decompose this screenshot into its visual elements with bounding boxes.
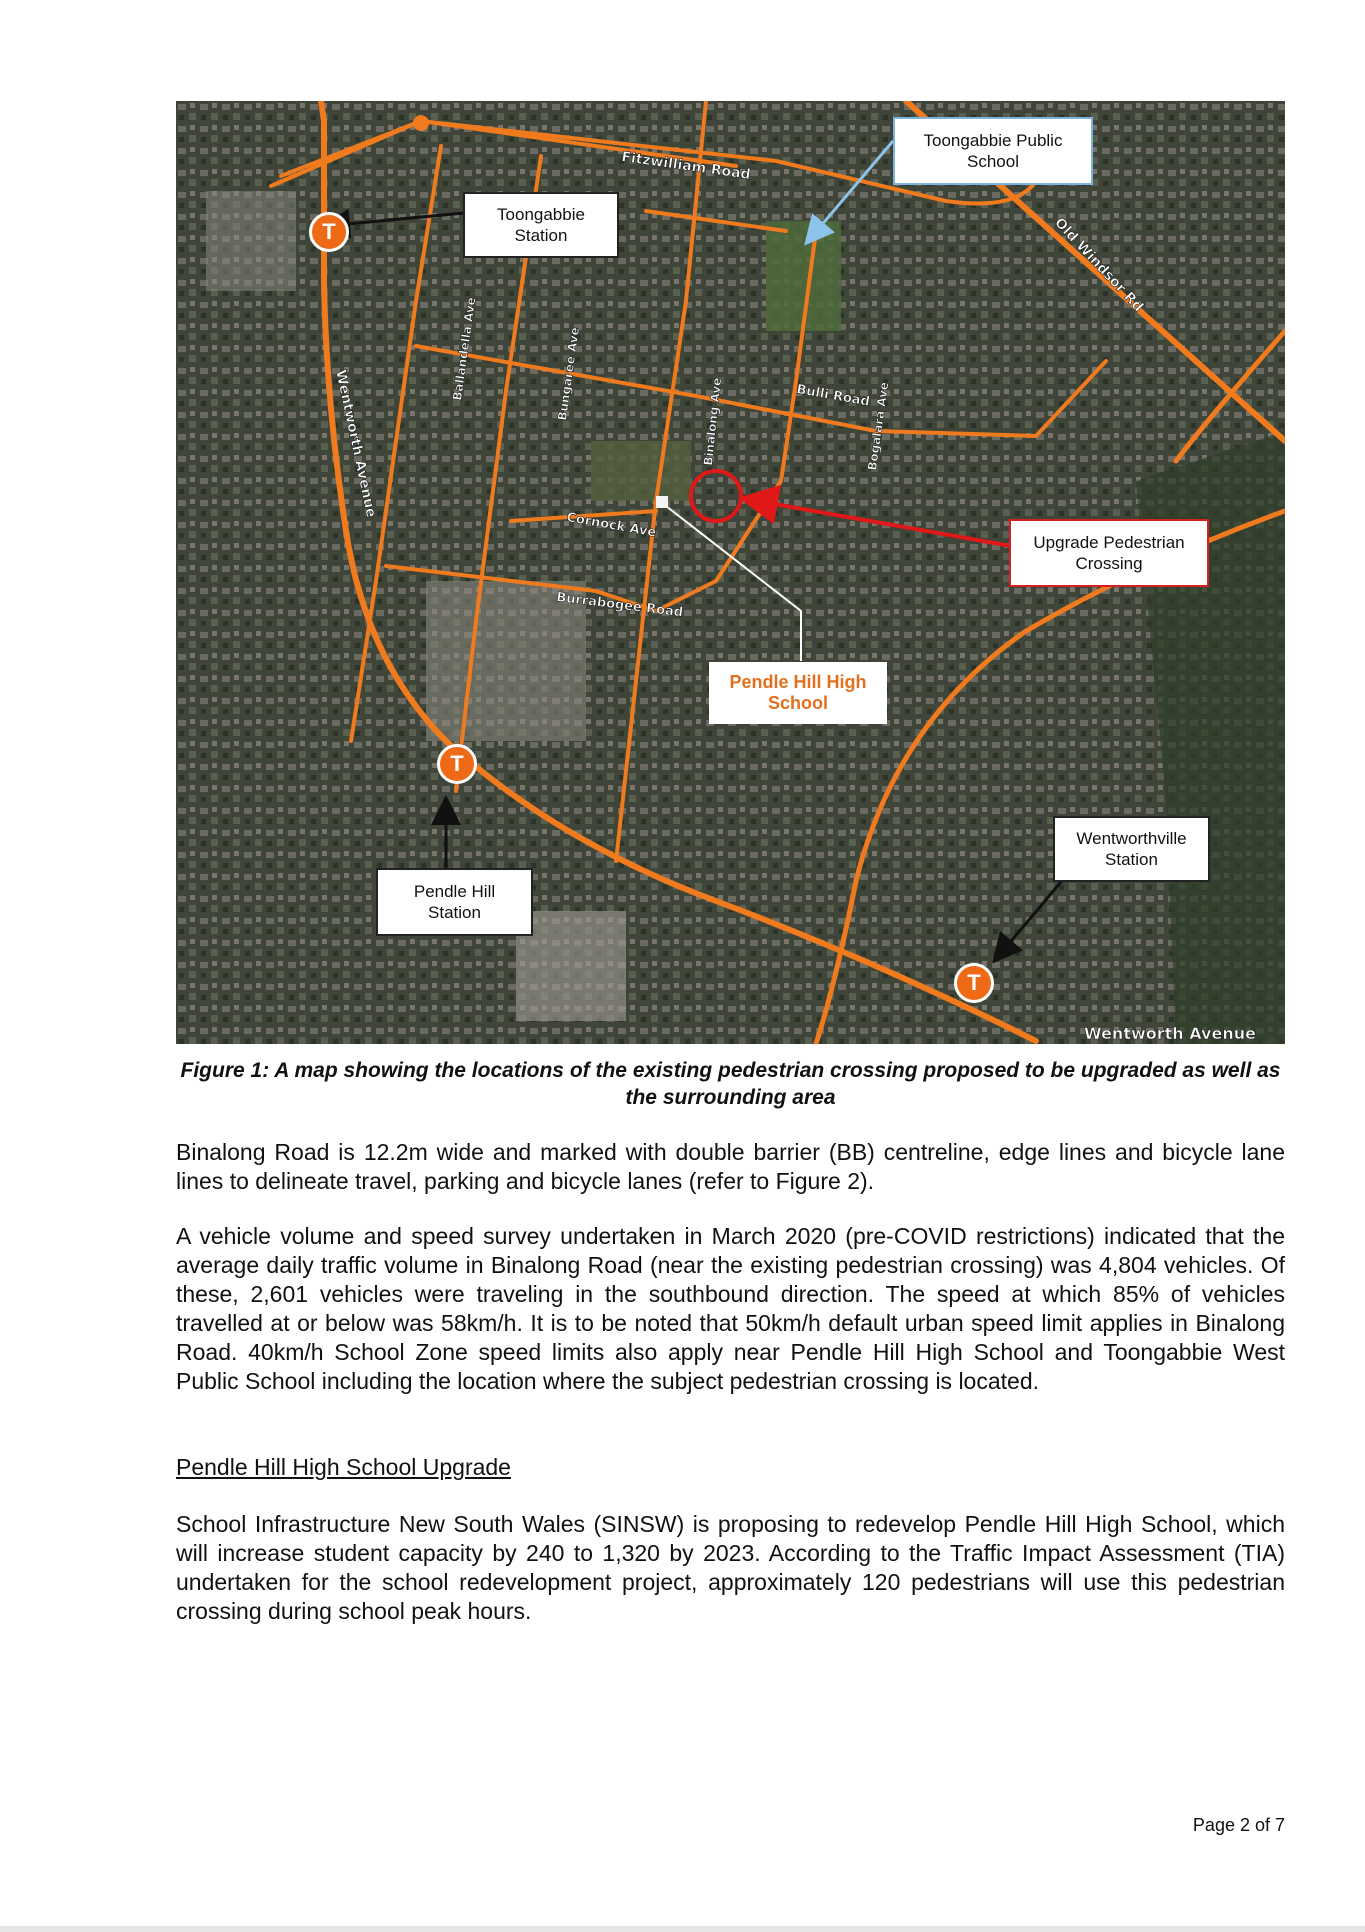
label-cornock: Cornock Ave [565, 510, 658, 541]
callout-toongabbie-public-school: Toongabbie Public School [893, 117, 1093, 185]
callout-pendle-hill-station: Pendle Hill Station [376, 868, 533, 936]
label-old-windsor: Old Windsor Rd [1051, 214, 1147, 316]
label-bungaree: Bungaree Ave [555, 326, 583, 422]
wentworthville-station-icon: T [954, 963, 994, 1003]
page-number: Page 2 of 7 [1192, 1815, 1285, 1835]
figure-caption: Figure 1: A map showing the locations of the existing pedestrian crossing proposed to be upgraded as well as the surrounding area [180, 1059, 1281, 1109]
bottom-divider [0, 1926, 1365, 1932]
label-binalong: Binalong Ave [701, 376, 725, 467]
callout-toongabbie-station: Toongabbie Station [463, 192, 619, 258]
paragraph-traffic-survey: A vehicle volume and speed survey undertaken in March 2020 (pre-COVID restrictions) indicated that the average daily traffic volume in Binalong Road (near the existing pedestrian crossing) was 4,804 vehicles. Of these, 2,601 vehicles were traveling in the southbound direction. The speed at which 85% of vehicles travelled at or below was 58km/h. It is to be noted that 50km/h default urban speed limit applies in Binalong Road. 40km/h School Zone speed limits also apply near Pendle Hill High School and Toongabbie West Public School including the location where the subject pedestrian crossing is located. [176, 1223, 1285, 1394]
label-burrabogee: Burrabogee Road [555, 590, 684, 621]
pendle-hill-station-icon: T [437, 744, 477, 784]
paragraph-school-upgrade: School Infrastructure New South Wales (SINSW) is proposing to redevelop Pendle Hill High School, which will increase student capacity by 240 to 1,320 by 2023. According to the Traffic Impact Assessment (TIA) undertaken for the school redevelopment project, approximately 120 pedestrians will use this pedestrian crossing during school peak hours. [176, 1511, 1285, 1624]
label-bulli: Bulli Road [795, 382, 871, 410]
section-heading: Pendle Hill High School Upgrade [176, 1454, 511, 1480]
industrial-area-3 [206, 191, 296, 291]
label-ballandella: Ballandella Ave [450, 296, 479, 402]
label-wentworth-side: Wentworth Avenue [332, 368, 380, 520]
label-bogalara: Bogalara Ave [865, 381, 892, 472]
aerial-map [176, 101, 1285, 1044]
callout-upgrade-crossing: Upgrade Pedestrian Crossing [1009, 519, 1209, 587]
toongabbie-station-icon: T [309, 212, 349, 252]
label-wentworth-bottom: Wentworth Avenue [1084, 1024, 1256, 1043]
roundabout-marker [413, 115, 429, 131]
callout-pendle-hill-high-school: Pendle Hill High School [709, 662, 887, 724]
paragraph-road-description: Binalong Road is 12.2m wide and marked with double barrier (BB) centreline, edge lines and bicycle lane lines to delineate travel, parking and bicycle lanes (refer to Figure 2). [176, 1139, 1285, 1194]
label-fitzwilliam: Fitzwilliam Road [620, 149, 752, 184]
school-grounds [591, 441, 691, 501]
callout-wentworthville-station: Wentworthville Station [1053, 816, 1210, 882]
